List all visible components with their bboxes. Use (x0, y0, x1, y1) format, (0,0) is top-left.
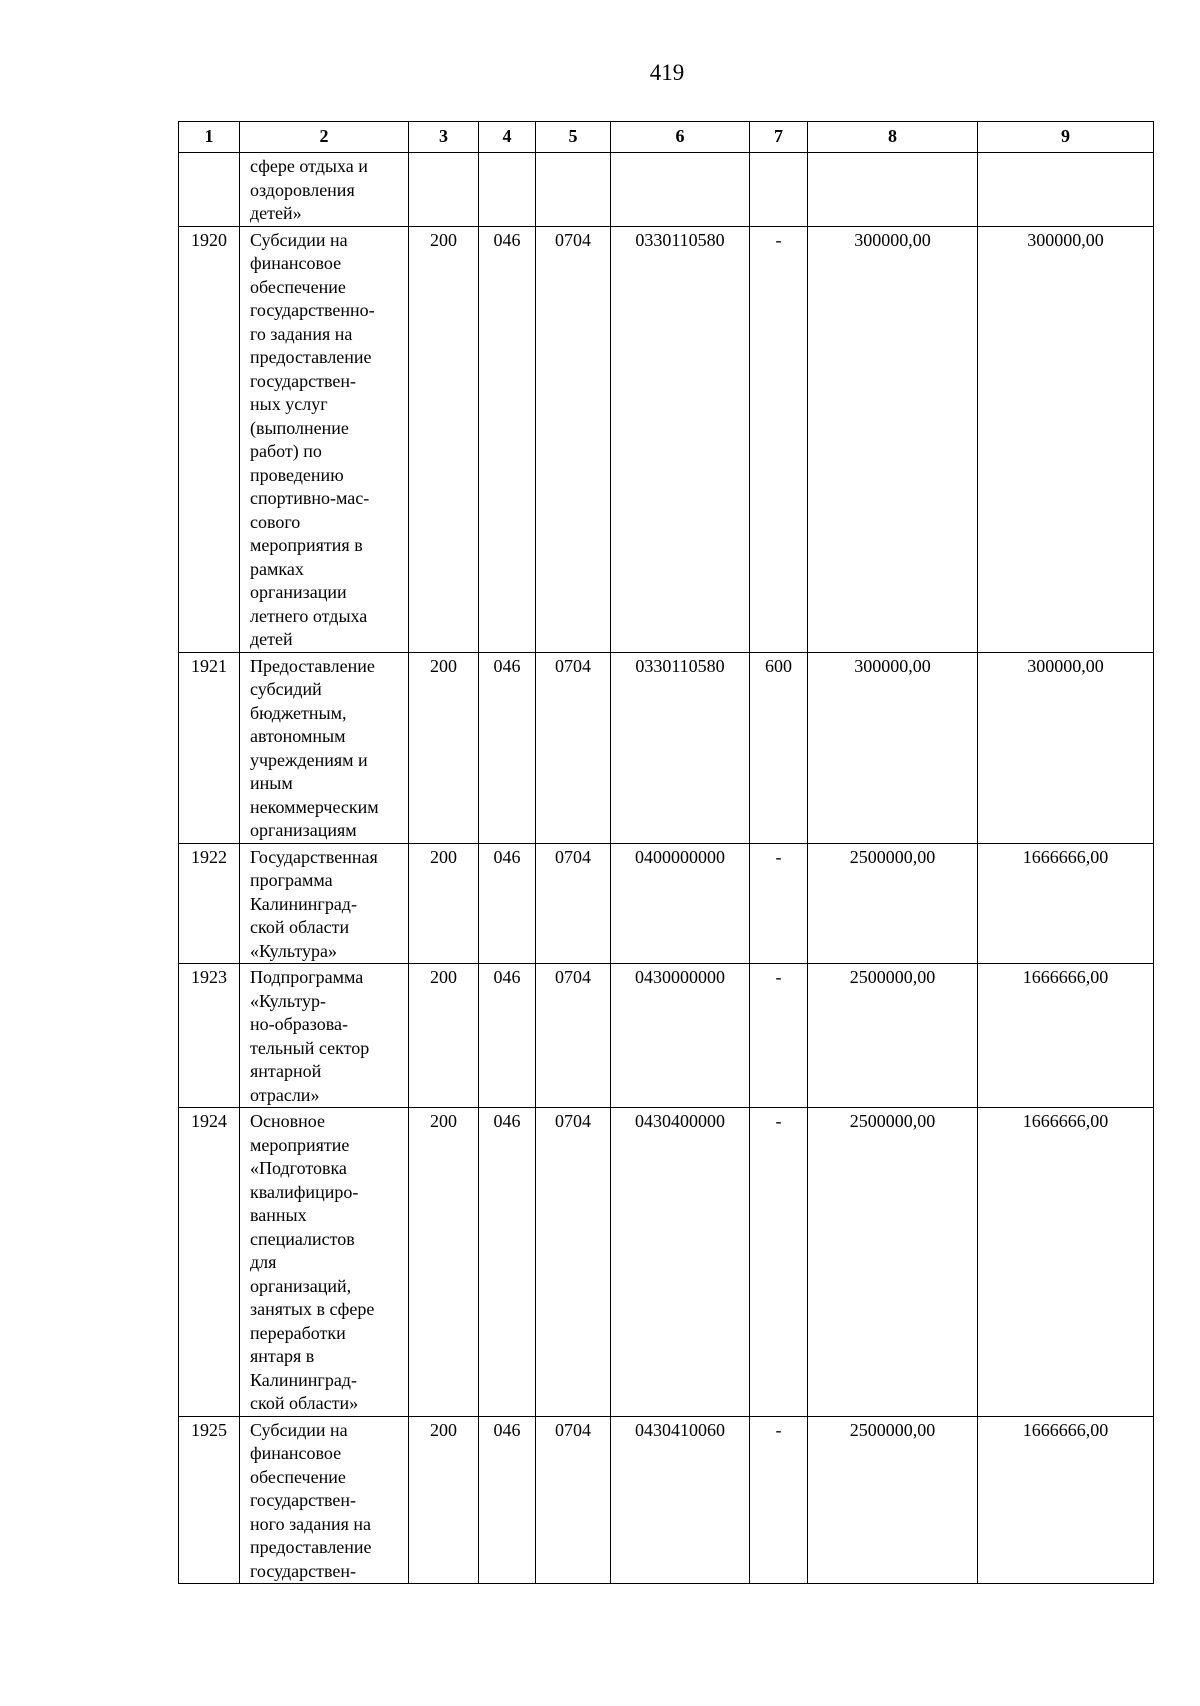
name-line: организаций, (250, 1275, 352, 1296)
name-line: но-образова- (250, 1014, 349, 1034)
name-line: мероприятие (250, 1134, 350, 1155)
cell-c7: - (750, 226, 808, 652)
table-row (179, 843, 1154, 964)
row-name-cell (240, 1416, 409, 1584)
cell-c3: 200 (409, 964, 479, 1108)
row-number-cell: 1925 (179, 1416, 240, 1584)
name-line: ской области (250, 917, 350, 937)
cell-c3: 200 (409, 843, 479, 964)
cell-c5: 0704 (536, 964, 611, 1108)
name-line: «Подготовка (250, 1158, 347, 1178)
cell-c8: 300000,00 (808, 652, 978, 843)
name-line: обеспечение (250, 276, 346, 297)
name-line: «Культур- (250, 990, 326, 1011)
name-line: мероприятия в (250, 535, 363, 555)
name-line: обеспечение (250, 1466, 346, 1487)
cell-c4: 046 (479, 1108, 536, 1417)
cell-c4: 046 (479, 1416, 536, 1584)
table-row (179, 226, 1154, 652)
name-line: оздоровления (250, 179, 355, 200)
column-header-3: 3 (409, 122, 479, 153)
name-line: янтарной (250, 1061, 322, 1081)
cell-c5: 0704 (536, 1108, 611, 1417)
name-line: летнего отдыха (250, 605, 368, 626)
cell-c6 (611, 153, 750, 227)
cell-c8: 2500000,00 (808, 1108, 978, 1417)
row-name-cell (240, 226, 409, 652)
row-number-cell: 1924 (179, 1108, 240, 1417)
cell-c9: 1666666,00 (978, 843, 1154, 964)
cell-c4: 046 (479, 964, 536, 1108)
table-row (179, 1416, 1154, 1584)
name-line: предоставление (250, 1537, 372, 1557)
cell-c6: 0330110580 (611, 652, 750, 843)
column-header-2: 2 (240, 122, 409, 153)
name-line: работ) по (250, 441, 322, 461)
table-row-continuation (179, 153, 1154, 227)
row-name-cell (240, 652, 409, 843)
name-line: государствен- (250, 1490, 357, 1510)
name-line: субсидий (250, 679, 322, 699)
column-header-4: 4 (479, 122, 536, 153)
cell-c5: 0704 (536, 226, 611, 652)
name-line: учреждениям и (250, 749, 368, 770)
cell-c7: - (750, 1416, 808, 1584)
page-number: 419 (649, 60, 685, 85)
row-name-cell (240, 153, 409, 227)
cell-c6: 0430000000 (611, 964, 750, 1108)
cell-c8: 2500000,00 (808, 964, 978, 1108)
name-line: Калининград- (250, 1369, 357, 1390)
name-line: финансовое (250, 1443, 342, 1463)
name-line: государственно- (250, 300, 375, 320)
row-name-cell (240, 1108, 409, 1417)
table-row (179, 964, 1154, 1108)
row-name-cell (240, 843, 409, 964)
table-row (179, 1108, 1154, 1417)
name-line: специалистов (250, 1228, 355, 1249)
name-line: для (250, 1252, 277, 1272)
column-header-8: 8 (808, 122, 978, 153)
name-line: государствен- (250, 1560, 357, 1581)
name-line: ванных (250, 1205, 307, 1225)
cell-c3: 200 (409, 1108, 479, 1417)
name-line: государствен- (250, 370, 357, 391)
cell-c3: 200 (409, 652, 479, 843)
cell-c9: 300000,00 (978, 226, 1154, 652)
column-header-5: 5 (536, 122, 611, 153)
cell-c4: 046 (479, 226, 536, 652)
cell-c6: 0430410060 (611, 1416, 750, 1584)
cell-c8: 300000,00 (808, 226, 978, 652)
cell-c9 (978, 153, 1154, 227)
cell-c5: 0704 (536, 652, 611, 843)
cell-c5: 0704 (536, 843, 611, 964)
cell-c8 (808, 153, 978, 227)
name-line: ных услуг (250, 394, 328, 414)
cell-c7 (750, 153, 808, 227)
column-header-9: 9 (978, 122, 1154, 153)
name-line: детей» (250, 203, 302, 223)
name-line: рамках (250, 558, 304, 579)
column-header-6: 6 (611, 122, 750, 153)
cell-c9: 300000,00 (978, 652, 1154, 843)
name-line: проведению (250, 464, 344, 485)
name-line: Основное (250, 1111, 325, 1131)
column-header-7: 7 (750, 122, 808, 153)
name-line: организациям (250, 820, 357, 840)
row-number-cell (179, 153, 240, 227)
name-line: иным (250, 773, 293, 793)
cell-c4: 046 (479, 843, 536, 964)
name-line: бюджетным, (250, 702, 347, 723)
name-line: сфере отдыха и (250, 156, 368, 176)
cell-c4 (479, 153, 536, 227)
name-line: сового (250, 511, 301, 532)
name-line: ного задания на (250, 1513, 371, 1534)
cell-c6: 0400000000 (611, 843, 750, 964)
name-line: некоммерческим (250, 796, 379, 817)
name-line: организации (250, 582, 347, 602)
cell-c5 (536, 153, 611, 227)
cell-c6: 0430400000 (611, 1108, 750, 1417)
cell-c5: 0704 (536, 1416, 611, 1584)
cell-c3 (409, 153, 479, 227)
row-number-cell: 1920 (179, 226, 240, 652)
name-line: ской области» (250, 1393, 359, 1413)
name-line: (выполнение (250, 417, 349, 438)
name-line: детей (250, 629, 293, 649)
name-line: Подпрограмма (250, 967, 364, 987)
cell-c4: 046 (479, 652, 536, 843)
cell-c7: - (750, 1108, 808, 1417)
name-line: янтаря в (250, 1346, 315, 1366)
cell-c9: 1666666,00 (978, 1416, 1154, 1584)
name-line: отрасли» (250, 1084, 320, 1105)
name-line: квалифициро- (250, 1181, 359, 1202)
cell-c7: - (750, 843, 808, 964)
header-row (179, 122, 1154, 153)
cell-c7: 600 (750, 652, 808, 843)
cell-c3: 200 (409, 1416, 479, 1584)
row-name-cell (240, 964, 409, 1108)
cell-c8: 2500000,00 (808, 843, 978, 964)
row-number-cell: 1923 (179, 964, 240, 1108)
cell-c9: 1666666,00 (978, 964, 1154, 1108)
name-line: Субсидии на (250, 229, 348, 250)
name-line: Государственная (250, 846, 378, 867)
cell-c6: 0330110580 (611, 226, 750, 652)
name-line: тельный сектор (250, 1037, 370, 1058)
name-line: Калининград- (250, 893, 357, 914)
cell-c7: - (750, 964, 808, 1108)
name-line: спортивно-мас- (250, 488, 370, 508)
row-number-cell: 1922 (179, 843, 240, 964)
name-line: го задания на (250, 323, 353, 344)
cell-c8: 2500000,00 (808, 1416, 978, 1584)
name-line: Предоставление (250, 655, 375, 676)
name-line: программа (250, 870, 333, 890)
name-line: переработки (250, 1322, 346, 1343)
budget-table (178, 121, 1154, 1584)
name-line: финансовое (250, 253, 342, 273)
cell-c3: 200 (409, 226, 479, 652)
table-row (179, 652, 1154, 843)
name-line: занятых в сфере (250, 1299, 375, 1319)
name-line: Субсидии на (250, 1419, 348, 1440)
name-line: предоставление (250, 347, 372, 367)
cell-c9: 1666666,00 (978, 1108, 1154, 1417)
column-header-1: 1 (179, 122, 240, 153)
name-line: автономным (250, 726, 346, 746)
name-line: «Культура» (250, 940, 337, 961)
row-number-cell: 1921 (179, 652, 240, 843)
